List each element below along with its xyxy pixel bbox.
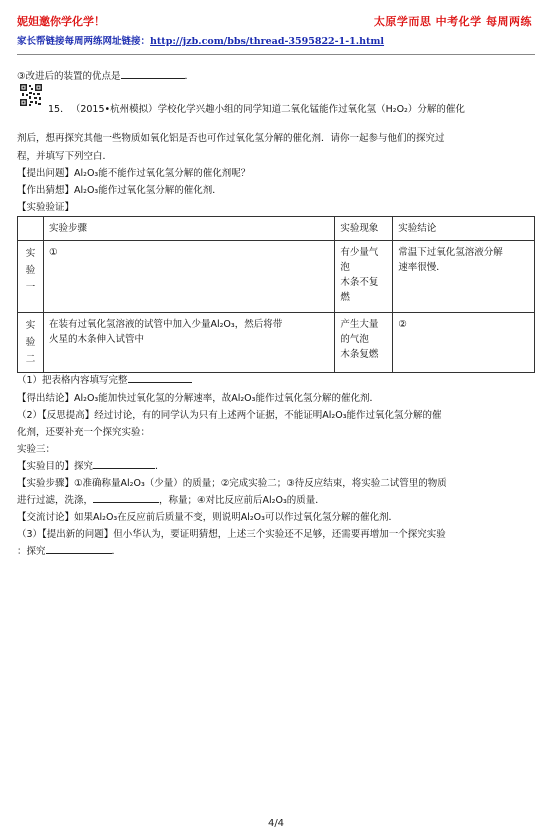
- question-intro-line3: 程，并填写下列空白．: [17, 151, 113, 162]
- new-question-line2: ：探究 ．: [17, 546, 122, 557]
- table-header-cell: 实验步骤: [43, 217, 334, 241]
- header-link-label: 家长帮链接每周两练网址链接：: [17, 36, 151, 47]
- table-header-cell: 实验现象: [335, 217, 393, 241]
- step-cell: ①: [43, 241, 334, 313]
- fill-table-line: （1）把表格内容填写完整: [17, 372, 192, 386]
- improve-line: ③改进后的装置的优点是 ．: [17, 71, 195, 82]
- page-number: 4/4: [267, 818, 285, 829]
- verification-heading: 【实验验证】: [17, 202, 75, 213]
- improve-blank: [121, 69, 185, 79]
- table-header-cell: [18, 217, 44, 241]
- experiment3-steps-line2: 进行过滤，洗涤， ，称量；④对比反应前后Al₂O₃的质量．: [17, 495, 325, 506]
- experiment-table: [17, 216, 535, 373]
- header-right-title: 太原学而思 中考化学 每周两练: [373, 15, 532, 28]
- reflection-line1: （2）【反思提高】经过讨论，有的同学认为只有上述两个证据，不能证明Al₂O₃能作过氧化氢分解的催: [17, 410, 442, 421]
- new-question-line1: （3）【提出新的问题】但小华认为，要证明猜想，上述三个实验还不足够，还需要再增加一个探究实验: [17, 529, 446, 540]
- ask-question: 【提出问题】Al₂O₃能不能作过氧化氢分解的催化剂呢？: [17, 168, 251, 179]
- new-question-blank: [46, 544, 112, 554]
- phenomenon-cell: 有少量气 泡 木条不复 燃: [335, 241, 393, 313]
- step-cell: 在装有过氧化氢溶液的试管中加入少量Al₂O₃，然后将带 火星的木条伸入试管中: [43, 313, 334, 373]
- conclusion-line: 【得出结论】Al₂O₃能加快过氧化氢的分解速率，故Al₂O₃能作过氧化氢分解的催化剂．: [17, 393, 379, 404]
- phenomenon-cell: 产生大量 的气泡 木条复燃: [335, 313, 393, 373]
- header-divider: [17, 54, 535, 55]
- table-header-cell: 实验结论: [393, 217, 535, 241]
- conclusion-cell: ②: [393, 313, 535, 373]
- hypothesis: 【作出猜想】Al₂O₃能作过氧化氢分解的催化剂．: [17, 185, 222, 196]
- steps-blank: [93, 493, 159, 503]
- experiment3-steps-line1: 【实验步骤】①准确称量Al₂O₃（少量）的质量；②完成实验二；③待反应结束，将实验二试管里的物质: [17, 478, 447, 489]
- row-label-cell: 实 验 二: [18, 313, 44, 373]
- conclusion-cell: 常温下过氧化氢溶液分解 速率很慢．: [393, 241, 535, 313]
- row-label-cell: 实 验 一: [18, 241, 44, 313]
- table-header-row: [18, 217, 535, 241]
- experiment3-title: 实验三：: [17, 444, 56, 455]
- question-intro-line1: [48, 101, 465, 115]
- reflection-line2: 化剂，还要补充一个探究实验：: [17, 427, 151, 438]
- purpose-blank: [93, 459, 155, 469]
- table-row: [18, 241, 535, 313]
- header-link-line: [17, 33, 384, 47]
- question-intro-line2: 剂后，想再探究其他一些物质如氧化铝是否也可作过氧化氢分解的催化剂．请你一起参与他们的探究过: [17, 133, 445, 144]
- fill-table-blank: [128, 373, 192, 383]
- question-number: 15．: [48, 104, 70, 115]
- improve-text: ③改进后的装置的优点是: [17, 71, 121, 82]
- discussion-line: 【交流讨论】如果Al₂O₃在反应前后质量不变，则说明Al₂O₃可以作过氧化氢分解的催化剂．: [17, 512, 398, 523]
- header-link-url[interactable]: http://jzb.com/bbs/thread-3595822-1-1.html: [150, 36, 385, 47]
- question-intro: （2015•杭州模拟）学校化学兴趣小组的同学知道二氧化锰能作过氧化氢（H₂O₂）分解的催化: [75, 104, 465, 115]
- table-row: [18, 313, 535, 373]
- qr-code-icon: [20, 84, 42, 106]
- header-left-title: 妮妲邀你学化学！: [17, 15, 105, 28]
- experiment3-purpose: 【实验目的】探究 ．: [17, 461, 165, 472]
